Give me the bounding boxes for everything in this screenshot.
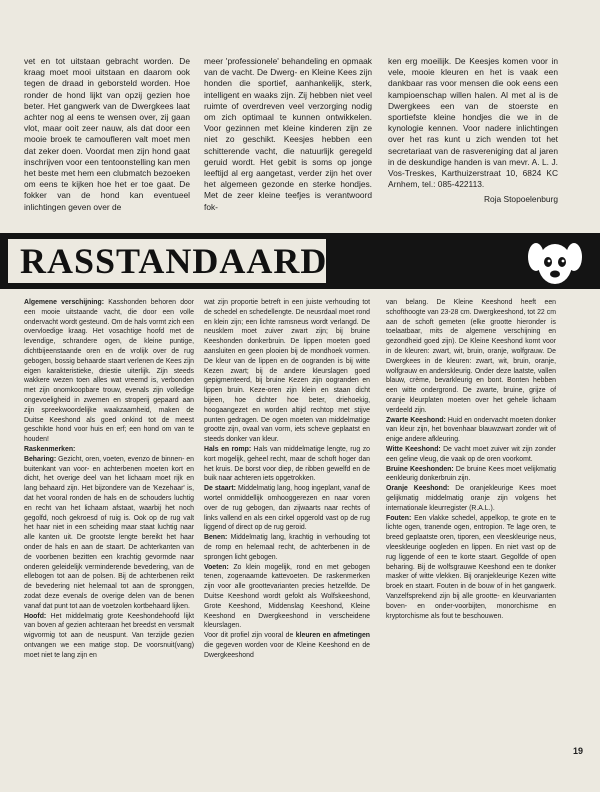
section-banner (0, 233, 600, 289)
label-general-appearance: Algemene verschijning: (24, 299, 105, 306)
paragraph-brown (386, 465, 556, 485)
standard-column-1 (24, 298, 194, 660)
paragraph-coat (24, 455, 194, 612)
paragraph-neck-body (204, 445, 370, 484)
paragraph-tail (204, 484, 370, 533)
text-black: Huid en ondervacht moeten donker van kleur zijn, het bovenhaar blauwzwart zonder wit of enige andere afkleuring. (386, 416, 556, 444)
label-faults: Fouten: (386, 514, 412, 522)
paragraph-orange (386, 484, 556, 513)
label-black: Zwarte Keeshond: (386, 416, 446, 424)
label-brown: Bruine Keeshonden: (386, 465, 454, 473)
text-brown: De bruine Kees moet velijkmatig eenkleurig donkerbruin zijn. (386, 465, 556, 483)
text-coat: Gezicht, oren, voeten, evenzo de binnen- en buitenkant van voor- en achterbenen moeten kort en dicht, het overige deel van het lichaam moet rijk en lang behaard zijn. Het bijzondere van de 'Kezehaar' is, dat het vooral ronden de hals en de schouders luchtig en recht van het lichaam afstaat, waarbij het noch gegolfd, noch gekroesd of ruig is. Ook op de rug valt het haar niet in een scheiding maar staat luchtig naar alle kanten uit. De grootste lengte bereikt het haar onder de hals en aan de staart. De achterkanten van de voorbenen bezitten een krachtig gevormde naar onderen geleidelijk verminderende bevedering, van de ellebogen tot aan de polsen. Bij de achterbenen reikt de bevedering niet helemaal tot aan de spronggen, zodat deze evenals de overige delen van de benen vanaf dat punt tot aan de voetzolen kortbehaard lijken. (24, 455, 194, 610)
intro-text-1: vet en tot uitstaan gebracht worden. De kraag moet mooi uitstaan en daarom ook tegen de draad in geborsteld worden. Hoe ronder de hond lijkt van opzij gezien hoe beter. Het gangwerk van de Dwergkees laat achter nog al eens te wensen over, zij gaan vlot, maar ooit zeer nauw, als dat door een mooie broek te camoufleren valt moet men dat zeker doen. Voordat men zijn hond gaat inschrijven voor een tentoonstelling kan men het beste met hem een clubmatch bezoeken om eens te kijken hoe het er toe gaat. De fokker van de hond kan eventueel inlichtingen geven over de (24, 56, 190, 212)
section-heading: RASSTANDAARD (20, 241, 328, 281)
label-feet: Voeten: (204, 563, 229, 571)
text-profile-end: die gegeven worden voor de Kleine Keeshond en de Dwergkeeshond (204, 641, 370, 659)
standard-column-2 (204, 298, 370, 660)
text-head: Het middelmatig grote Keeshondehoofd lijkt van boven af gezien achteraan het breedst en versmalt wigvormig tot aan de neuspunt. Van terzijde gezien ontvangen we een matige stop. De voorsnuit(vang) moet niet te lang zijn en (24, 612, 194, 659)
page-number: 19 (573, 746, 584, 756)
paragraph-white (386, 445, 556, 465)
text-feet: Zo klein mogelijk, rond en met gebogen tenen, zogenaamde kattevoeten. De raskenmerken zijn voor alle groottevarianten precies hetzelfde. De Duitse Keeshond wordt gefokt als Wolfskeeshond, Grote Keeshond, Middenslag Keeshond, Kleine Keeshond en Dwergkeeshond in verscheidene kleurslagen. (204, 563, 370, 630)
intro-column-3 (388, 56, 558, 206)
paragraph-faults (386, 514, 556, 622)
label-breed-characteristics: Raskenmerken: (24, 445, 76, 453)
label-white: Witte Keeshond: (386, 445, 441, 453)
label-legs: Benen: (204, 534, 228, 542)
text-orange: De oranjekleurige Kees moet gelijkmatig middelmatig oranje zijn volgens het internationale kleurregister (R.A.L.). (386, 485, 556, 512)
text-legs: Middelmatig lang, krachtig in verhouding tot de romp en helemaal recht, de achterbenen in de sprongen licht gebogen. (204, 534, 370, 561)
text-head-continued: wat zijn proportie betreft in een juiste verhouding tot de schedel en schedellengte. De neusrdaal moet rond en klein zijn; een lichte ramsneus wordt verlangd. De neusklem moet zuiver zwart zijn; bij bruine Keeshonden donkerbruin. De lippen moeten goed aansluiten en geen plooien bij de mondhoek vormen. De kleur van de lippen en de oogranden is bij witte Kezen zwart; bij de andere kleurslagen goed gepigmenteerd, bij bruine Kezen zijn oogranden en lippen bruin. Keze-oren zijn klein en staan dicht bijeen, hoe dichter hoe beter, driehoekig, hoogaangezet en worden altijd rechtop met stijve punten gedragen. De ogen moeten van middelmatige grootte zijn, ovaal van vorm, iets scheve geplaatst en steeds donker van kleur. (204, 299, 370, 444)
text-sizes-colors: van belang. De Kleine Keeshond heeft een schofthoogte van 23-28 cm. Dwergkeeshond, tot 22 cm aan de schoft gemeten (elke grootte hieronder is toelaatbaar, mits de algemene verschijning en gezondheid goed zijn). De Kleine Keeshond komt voor in de kleuren: zwart, wit, bruin, oranje, wolfgrauw. De Dwergkees in de kleuren: zwart, wit, bruin, oranje, wolfgrauw en anderskleurig. Onder deze laatste, vallen blauw, crème, bevarkleurig en bont. Bonten hebben een witte ondergrond. De zwarte, bruine, grijze of oranje kleurplaten moeten over het gehele lichaam verdeeld zijn. (386, 299, 556, 414)
text-general-appearance: Kasshonden behoren door een mooie uitstaande vacht, die door een volle ondervacht wordt gesteund. Om de hals vormt zich een overvloedige kraag. Het vosachtige hoofd met de levendige, schrandere ogen, de kleine puntige, dichtbijeenstaande oren en de vrolijk over de rug gebogen, bossig behaarde staart verlenen de Kees zijn eigen karakteristieke, driestie uiterlijk. Zijn steeds wakkere wezen toen alles wat vreemd is, verbonden met zijn onomkoopbare trouw, evenals zijn volledige ongevoeligheid in zwemen en stroperij gepaard aan zijn spreekwoordelijke waakzaamheid, maken de Duitse Keeshond als goed onkind tot de meest geschikte hond voor huis en erf; een hond om van te houden! (24, 299, 194, 444)
intro-text-2: meer 'professionele' behandeling en opmaak van de vacht. De Dwerg- en Kleine Kees zijn honden die sportief, aanhankelijk, sterk, intelligent en waaks zijn. Zij hebben niet veel ruimte of overdreven veel verzorging nodig om zich optimaal te kunnen ontwikkelen. Voor gezinnen met kleine kinderen zijn ze niet zo geschikt. Keesjes hebben een schitterende vacht, die natuurlijk geregeld geruid wordt. Het gebit is soms op jonge leeftijd al erg aangetast, verder zijn het over het algemeen gezonde en sterke hondjes. Met de zeer kleine teefjes is verantwoord fok- (204, 56, 372, 212)
heading-box (6, 237, 328, 285)
label-neck-body: Hals en romp: (204, 445, 252, 453)
intro-text-3: ken erg moeilijk. De Keesjes komen voor in vele, mooie kleuren en het is vaak een dankbaar ras voor mensen die ook eens een kampioenschap willen halen. Al met al is de Dwergkees een van de stoerste en sportiefste kleine hondjes die we in de kynologie kennen. Voor nadere inlichtingen over het ras kunt u zich wenden tot het secretariaat van de rasvereniging dat al jaren in de deskundige handen is van mevr. A. L. J. Vos-Treskes, Karthuizerstraat 10, 6824 KC Arnhem, tel.: 085-422113. (388, 56, 558, 190)
paragraph-feet (204, 563, 370, 632)
label-head: Hoofd: (24, 612, 47, 620)
text-white: De vacht moet zuiver wit zijn zonder een geline vleug, die vaak op de oren voorkomt. (386, 445, 556, 463)
author-signature: Roja Stopoelenburg (483, 194, 558, 205)
label-orange: Oranje Keeshond: (386, 485, 450, 493)
paragraph-legs (204, 533, 370, 562)
text-tail: Middelmatig lang, hoog ingeplant, vanaf de wortel onmiddellijk omhooggerezen en naar voren over de rug gebogen, dan zijwaarts naar rechts of links vallend en als een cirkel opgerold vast op de rug liggend of direct op de rug geroid. (204, 485, 370, 532)
label-tail: De staart: (204, 485, 236, 493)
intro-column-2 (204, 56, 372, 213)
text-neck-body: Hals van middelmatige lengte, rug zo kort mogelijk, geheel recht, maar de schoft hoger dan het kruis. De borst voor diep, de ribben gewelfd en de buik naar achteren iets opgetrokken. (204, 445, 370, 483)
dog-head-icon (526, 237, 584, 289)
paragraph-profile (204, 631, 370, 660)
label-coat: Beharing: (24, 455, 57, 463)
paragraph-black (386, 416, 556, 445)
paragraph-general-appearance (24, 298, 194, 445)
paragraph-head (24, 612, 194, 661)
text-faults: Een vlakke schedel, appelkop, te grote en te lichte ogen, tranende ogen, entropion. Te lage oren, te breed geplaatste oren, tiporen, een vleeskleurige neus, vleeskleurige oogleden en lippen. En niet vast op de rug liggende of een te korte staart. Gegolfde of open beharing. Bij de wolfsgrauwe Keeshond een te donker masker of witte vlekken. Bij oranjekleurige Kezen witte broek en staart. Fouten in de bouw of in het gangwerk. Vanzelfsprekend zijn bij alle grootte- en kleurvarianten boven- en onder-voorbijten, monorchisme en kryptorchisme als fout te beschouwen. (386, 514, 556, 620)
standard-column-3 (386, 298, 556, 621)
text-profile-bold: kleuren en afmetingen (295, 632, 370, 640)
intro-column-1 (24, 56, 190, 213)
text-profile-start: Voor dit profiel zijn vooral de (204, 632, 296, 640)
